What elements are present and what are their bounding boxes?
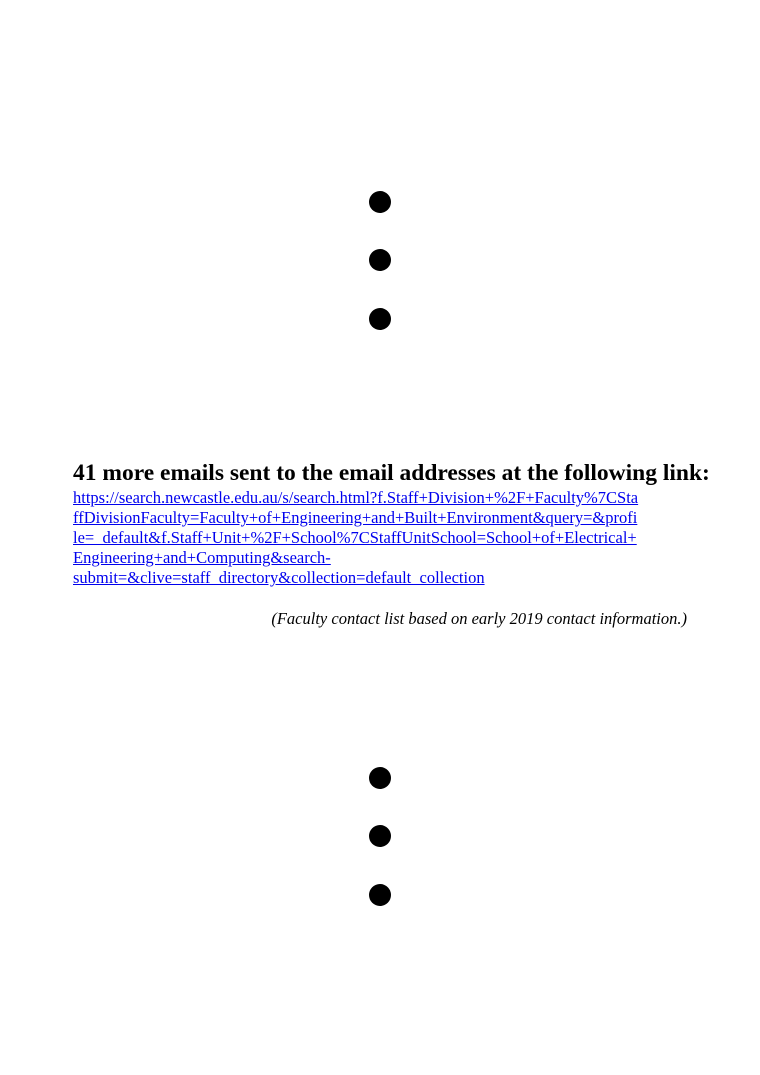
bullet-dot-top-2 bbox=[369, 249, 391, 271]
link-line: submit=&clive=staff_directory&collection=default_collection bbox=[73, 568, 485, 587]
link-line: ffDivisionFaculty=Faculty+of+Engineering+and+Built+Environment&query=&profi bbox=[73, 508, 638, 527]
staff-directory-link[interactable] bbox=[73, 488, 688, 588]
link-line: Engineering+and+Computing&search- bbox=[73, 548, 331, 567]
bullet-dot-top-3 bbox=[369, 308, 391, 330]
bullet-dot-top-1 bbox=[369, 191, 391, 213]
footnote: (Faculty contact list based on early 2019 contact information.) bbox=[271, 609, 687, 628]
section-heading: 41 more emails sent to the email addresses at the following link: bbox=[73, 460, 710, 486]
bullet-dot-bottom-3 bbox=[369, 884, 391, 906]
bullet-dot-bottom-1 bbox=[369, 767, 391, 789]
link-line: le=_default&f.Staff+Unit+%2F+School%7CStaffUnitSchool=School+of+Electrical+ bbox=[73, 528, 637, 547]
link-line: https://search.newcastle.edu.au/s/search.html?f.Staff+Division+%2F+Faculty%7CSta bbox=[73, 488, 639, 507]
bullet-dot-bottom-2 bbox=[369, 825, 391, 847]
